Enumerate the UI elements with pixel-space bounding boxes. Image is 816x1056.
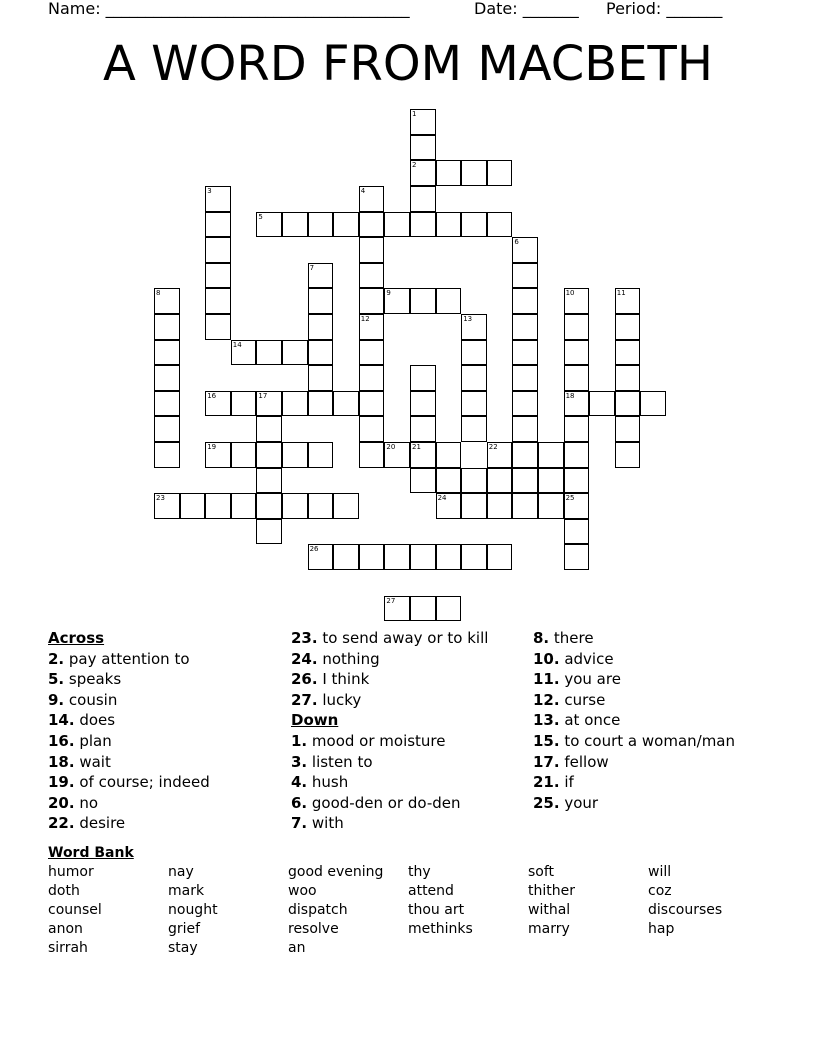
clue-item-text: no [74,793,99,812]
crossword-cell[interactable] [538,468,564,494]
crossword-cell[interactable] [512,314,538,340]
clue-number: 3 [207,187,212,195]
clue-item-number: 27. [291,690,318,709]
date-field[interactable]: Date: _______ [474,0,579,18]
clue-number: 11 [616,289,626,298]
crossword-cell[interactable] [231,391,257,417]
crossword-cell[interactable] [512,391,538,417]
crossword-cell[interactable] [589,391,615,417]
clue-number: 8 [156,289,161,298]
clue-item-text: to court a woman/man [559,731,736,750]
crossword-cell[interactable] [205,263,231,289]
clue-item-text: desire [74,814,126,833]
crossword-cell[interactable] [231,340,257,366]
clue-item-text: at once [559,711,621,730]
clue-item [533,710,735,731]
crossword-cell[interactable] [256,212,282,238]
crossword-cell[interactable] [564,442,590,468]
crossword-cell[interactable] [564,416,590,442]
clue-number: 5 [258,212,263,221]
crossword-cell[interactable] [615,365,641,391]
crossword-cell[interactable] [359,442,385,468]
word-bank-word: counsel [48,902,102,918]
crossword-cell[interactable] [564,340,590,366]
crossword-cell[interactable] [180,493,206,519]
word-bank-word: doth [48,883,80,899]
crossword-cell[interactable] [333,544,359,570]
clue-number: 26 [309,545,319,554]
crossword-cell[interactable] [359,416,385,442]
period-field[interactable]: Period: _______ [606,0,723,18]
clue-item [533,690,735,711]
crossword-cell[interactable] [615,314,641,340]
crossword-cell[interactable] [564,314,590,340]
clue-item [48,731,210,752]
clue-item-text: fellow [559,752,609,771]
clue-number: 19 [207,443,217,451]
crossword-cell[interactable] [461,544,487,570]
word-bank-word: thou art [408,902,465,918]
crossword-cell[interactable] [154,288,180,314]
clue-item-number: 21. [533,773,560,792]
crossword-cell[interactable] [410,468,436,494]
crossword-cell[interactable] [436,468,462,494]
crossword-cell[interactable] [256,442,282,468]
crossword-cell[interactable] [487,468,513,494]
crossword-cell[interactable] [308,391,334,417]
clue-number: 14 [232,340,242,349]
clue-number: 2 [412,161,417,170]
crossword-cell[interactable] [308,365,334,391]
word-bank-word: nought [168,902,218,918]
crossword-cell[interactable] [487,212,513,238]
clue-number: 4 [360,187,366,195]
crossword-cell[interactable] [487,544,513,570]
crossword-cell[interactable] [538,493,564,519]
clue-item-number: 1. [291,731,308,750]
clue-item-text: nothing [317,649,380,668]
crossword-cell[interactable] [512,237,538,263]
clue-number: 6 [514,238,519,247]
page-title: A WORD FROM MACBETH [103,36,713,92]
crossword-cell[interactable] [359,288,385,314]
clue-item-number: 24. [291,649,318,668]
clue-item-number: 4. [291,773,308,792]
clue-item [48,669,210,690]
clue-section-heading: Across [48,629,105,647]
clue-item-number: 15. [533,731,560,750]
crossword-cell[interactable] [410,109,436,135]
crossword-cell[interactable] [359,186,385,212]
crossword-cell[interactable] [410,416,436,442]
crossword-cell[interactable] [436,442,462,468]
clues-column-1 [48,628,210,834]
crossword-cell[interactable] [436,212,462,238]
crossword-cell[interactable] [256,416,282,442]
word-bank-word: nay [168,864,194,880]
clue-item-number: 7. [291,814,308,833]
crossword-cell[interactable] [461,160,487,186]
crossword-cell[interactable] [512,340,538,366]
clue-item-text: advice [559,649,614,668]
crossword-cell[interactable] [436,544,462,570]
crossword-cell[interactable] [461,416,487,442]
clue-item [533,731,735,752]
clue-item-number: 2. [48,649,65,668]
crossword-cell[interactable] [308,314,334,340]
clue-number: 18 [565,391,575,400]
crossword-cell[interactable] [154,416,180,442]
word-bank-word: will [648,864,672,880]
crossword-cell[interactable] [512,416,538,442]
clue-number: 20 [386,443,396,451]
crossword-cell[interactable] [308,340,334,366]
crossword-cell[interactable] [615,288,641,314]
crossword-cell[interactable] [154,365,180,391]
clue-number: 17 [258,391,268,400]
clue-item [48,649,210,670]
crossword-cell[interactable] [256,391,282,417]
clue-item-number: 3. [291,752,308,771]
crossword-cell[interactable] [384,212,410,238]
word-bank-word: thy [408,864,431,880]
crossword-cell[interactable] [154,314,180,340]
crossword-cell[interactable] [436,596,462,622]
crossword-cell[interactable] [308,493,334,519]
crossword-cell[interactable] [512,493,538,519]
clue-item [291,669,488,690]
clue-item [291,649,488,670]
clue-item [533,793,735,814]
clue-item [291,813,488,834]
crossword-cell[interactable] [308,288,334,314]
crossword-cell[interactable] [308,263,334,289]
crossword-cell[interactable] [359,237,385,263]
clue-number: 7 [309,263,315,272]
clues-column-3 [533,628,735,813]
clue-item-number: 20. [48,793,75,812]
crossword-cell[interactable] [205,391,231,417]
clue-number: 9 [386,289,391,298]
crossword-cell[interactable] [154,340,180,366]
clue-item-number: 26. [291,670,318,689]
crossword-cell[interactable] [359,263,385,289]
crossword-cell[interactable] [256,519,282,545]
clue-item [48,793,210,814]
clue-item-text: wait [74,752,111,771]
clue-item-text: I think [317,670,370,689]
crossword-cell[interactable] [282,340,308,366]
clue-number: 24 [437,494,447,503]
crossword-cell[interactable] [410,596,436,622]
clue-item-text: does [74,711,116,730]
name-field[interactable]: Name: ______________________________________ [48,0,410,18]
crossword-cell[interactable] [256,340,282,366]
crossword-cell[interactable] [282,212,308,238]
word-bank-word: dispatch [288,902,348,918]
word-bank-word: an [288,940,306,956]
clue-item-text: cousin [64,690,118,709]
crossword-cell[interactable] [487,442,513,468]
word-bank-word: grief [168,921,201,937]
crossword-cell[interactable] [410,186,436,212]
clue-item-text: lucky [317,690,362,709]
clue-item [291,628,488,649]
crossword-cell[interactable] [461,212,487,238]
crossword-cell[interactable] [282,391,308,417]
word-bank-word: stay [168,940,198,956]
clue-number: 16 [207,391,217,400]
crossword-cell[interactable] [410,365,436,391]
crossword-cell[interactable] [564,391,590,417]
crossword-cell[interactable] [615,340,641,366]
crossword-cell[interactable] [538,442,564,468]
clue-item-text: speaks [64,670,122,689]
crossword-cell[interactable] [615,416,641,442]
crossword-cell[interactable] [461,493,487,519]
word-bank-word: thither [528,883,575,899]
crossword-cell[interactable] [282,493,308,519]
crossword-cell[interactable] [333,212,359,238]
clue-item [48,752,210,773]
crossword-cell[interactable] [461,365,487,391]
crossword-cell[interactable] [359,365,385,391]
crossword-cell[interactable] [512,442,538,468]
crossword-cell[interactable] [564,468,590,494]
clue-item-number: 23. [291,629,318,647]
crossword-cell[interactable] [384,544,410,570]
crossword-cell[interactable] [308,442,334,468]
clue-number: 13 [463,315,473,323]
crossword-cell[interactable] [436,493,462,519]
clue-item-number: 14. [48,711,75,730]
clue-item-number: 10. [533,649,560,668]
crossword-cell[interactable] [512,365,538,391]
word-bank-title: Word Bank [48,845,134,861]
crossword-cell[interactable] [205,288,231,314]
crossword-cell[interactable] [615,442,641,468]
crossword-cell[interactable] [231,493,257,519]
clue-section-heading: Down [291,711,339,730]
clue-item-text: if [559,773,574,792]
word-bank-word: attend [408,883,454,899]
clue-item-number: 9. [48,690,65,709]
crossword-cell[interactable] [615,391,641,417]
crossword-cell[interactable] [384,596,410,622]
crossword-cell[interactable] [461,468,487,494]
word-bank-word: soft [528,864,555,880]
crossword-cell[interactable] [461,314,487,340]
crossword-cell[interactable] [256,468,282,494]
crossword-cell[interactable] [359,212,385,238]
clue-item-text: curse [559,690,606,709]
word-bank-word: methinks [408,921,473,937]
clue-number: 12 [360,315,370,323]
clue-item [291,752,488,773]
crossword-cell[interactable] [282,442,308,468]
crossword-cell[interactable] [564,493,590,519]
crossword-cell[interactable] [564,519,590,545]
word-bank-word: coz [648,883,672,899]
crossword-cell[interactable] [205,314,231,340]
word-bank-word: discourses [648,902,723,918]
crossword-cell[interactable] [410,391,436,417]
crossword-cell[interactable] [205,493,231,519]
clue-item-text: hush [307,773,349,792]
clue-number: 21 [412,443,421,451]
crossword-cell[interactable] [512,468,538,494]
crossword-cell[interactable] [436,288,462,314]
word-bank-word: resolve [288,921,339,937]
crossword-cell[interactable] [359,340,385,366]
clue-item [533,628,735,649]
word-bank-word: withal [528,902,571,918]
clue-number: 10 [565,289,575,298]
crossword-cell[interactable] [231,442,257,468]
crossword-cell[interactable] [205,237,231,263]
clue-item [48,710,210,731]
crossword-cell[interactable] [205,186,231,212]
crossword-cell[interactable] [410,544,436,570]
word-bank-word: mark [168,883,205,899]
word-bank-word: good evening [288,864,384,880]
clue-item-text: of course; indeed [74,773,210,792]
clue-item-number: 16. [48,731,75,750]
crossword-cell[interactable] [564,544,590,570]
clue-item-number: 25. [533,793,560,812]
clue-item-number: 5. [48,670,65,689]
crossword-cell[interactable] [461,340,487,366]
crossword-cell[interactable] [564,288,590,314]
clue-item-text: there [549,629,594,647]
crossword-cell[interactable] [564,365,590,391]
word-bank-word: woo [288,883,317,899]
word-bank-word: hap [648,921,675,937]
clue-item-number: 18. [48,752,75,771]
clue-number: 25 [565,494,575,503]
crossword-cell[interactable] [436,160,462,186]
crossword-cell[interactable] [308,544,334,570]
clue-number: 27 [386,596,396,605]
clue-item-number: 12. [533,690,560,709]
crossword-cell[interactable] [410,288,436,314]
clue-item [533,669,735,690]
crossword-cell[interactable] [154,442,180,468]
clue-item [48,813,210,834]
crossword-cell[interactable] [359,391,385,417]
crossword-cell[interactable] [461,391,487,417]
crossword-cell[interactable] [308,212,334,238]
clue-item-text: to send away or to kill [317,629,489,647]
crossword-cell[interactable] [205,212,231,238]
clue-item-text: listen to [307,752,373,771]
clue-item [291,690,488,711]
crossword-cell[interactable] [384,288,410,314]
word-bank-word: anon [48,921,83,937]
clue-item [291,731,488,752]
word-bank-word: sirrah [48,940,88,956]
clue-item-number: 17. [533,752,560,771]
clue-item [48,690,210,711]
crossword-cell[interactable] [410,212,436,238]
clue-item-text: your [559,793,599,812]
crossword-cell[interactable] [384,442,410,468]
clue-item [48,772,210,793]
crossword-cell[interactable] [512,288,538,314]
clue-item-number: 19. [48,773,75,792]
crossword-cell[interactable] [333,391,359,417]
clue-item-text: plan [74,731,112,750]
clue-item-number: 22. [48,814,75,833]
clue-item-text: pay attention to [64,649,190,668]
crossword-cell[interactable] [154,493,180,519]
crossword-cell[interactable] [359,544,385,570]
clue-item-text: with [307,814,344,833]
crossword-cell[interactable] [640,391,666,417]
clue-item-text: you are [559,670,621,689]
clue-item [291,793,488,814]
crossword-cell[interactable] [487,493,513,519]
crossword-cell[interactable] [410,160,436,186]
clue-number: 23 [156,494,165,503]
crossword-cell[interactable] [487,160,513,186]
crossword-cell[interactable] [205,442,231,468]
crossword-cell[interactable] [359,314,385,340]
clue-item-number: 8. [533,629,550,647]
crossword-cell[interactable] [410,442,436,468]
clue-item [533,649,735,670]
word-bank-word: humor [48,864,94,880]
crossword-cell[interactable] [154,391,180,417]
clue-item-number: 13. [533,711,560,730]
crossword-cell[interactable] [512,263,538,289]
clue-item [533,772,735,793]
clues-column-2 [291,628,488,834]
clue-item-number: 6. [291,793,308,812]
clue-item-text: mood or moisture [307,731,446,750]
clue-number: 22 [488,443,498,451]
crossword-cell[interactable] [256,493,282,519]
clue-item [533,752,735,773]
clue-item-text: good-den or do-den [307,793,461,812]
clue-number: 1 [412,110,417,119]
clue-item [291,772,488,793]
word-bank-word: marry [528,921,570,937]
clue-item-number: 11. [533,670,560,689]
crossword-cell[interactable] [410,135,436,161]
crossword-cell[interactable] [333,493,359,519]
